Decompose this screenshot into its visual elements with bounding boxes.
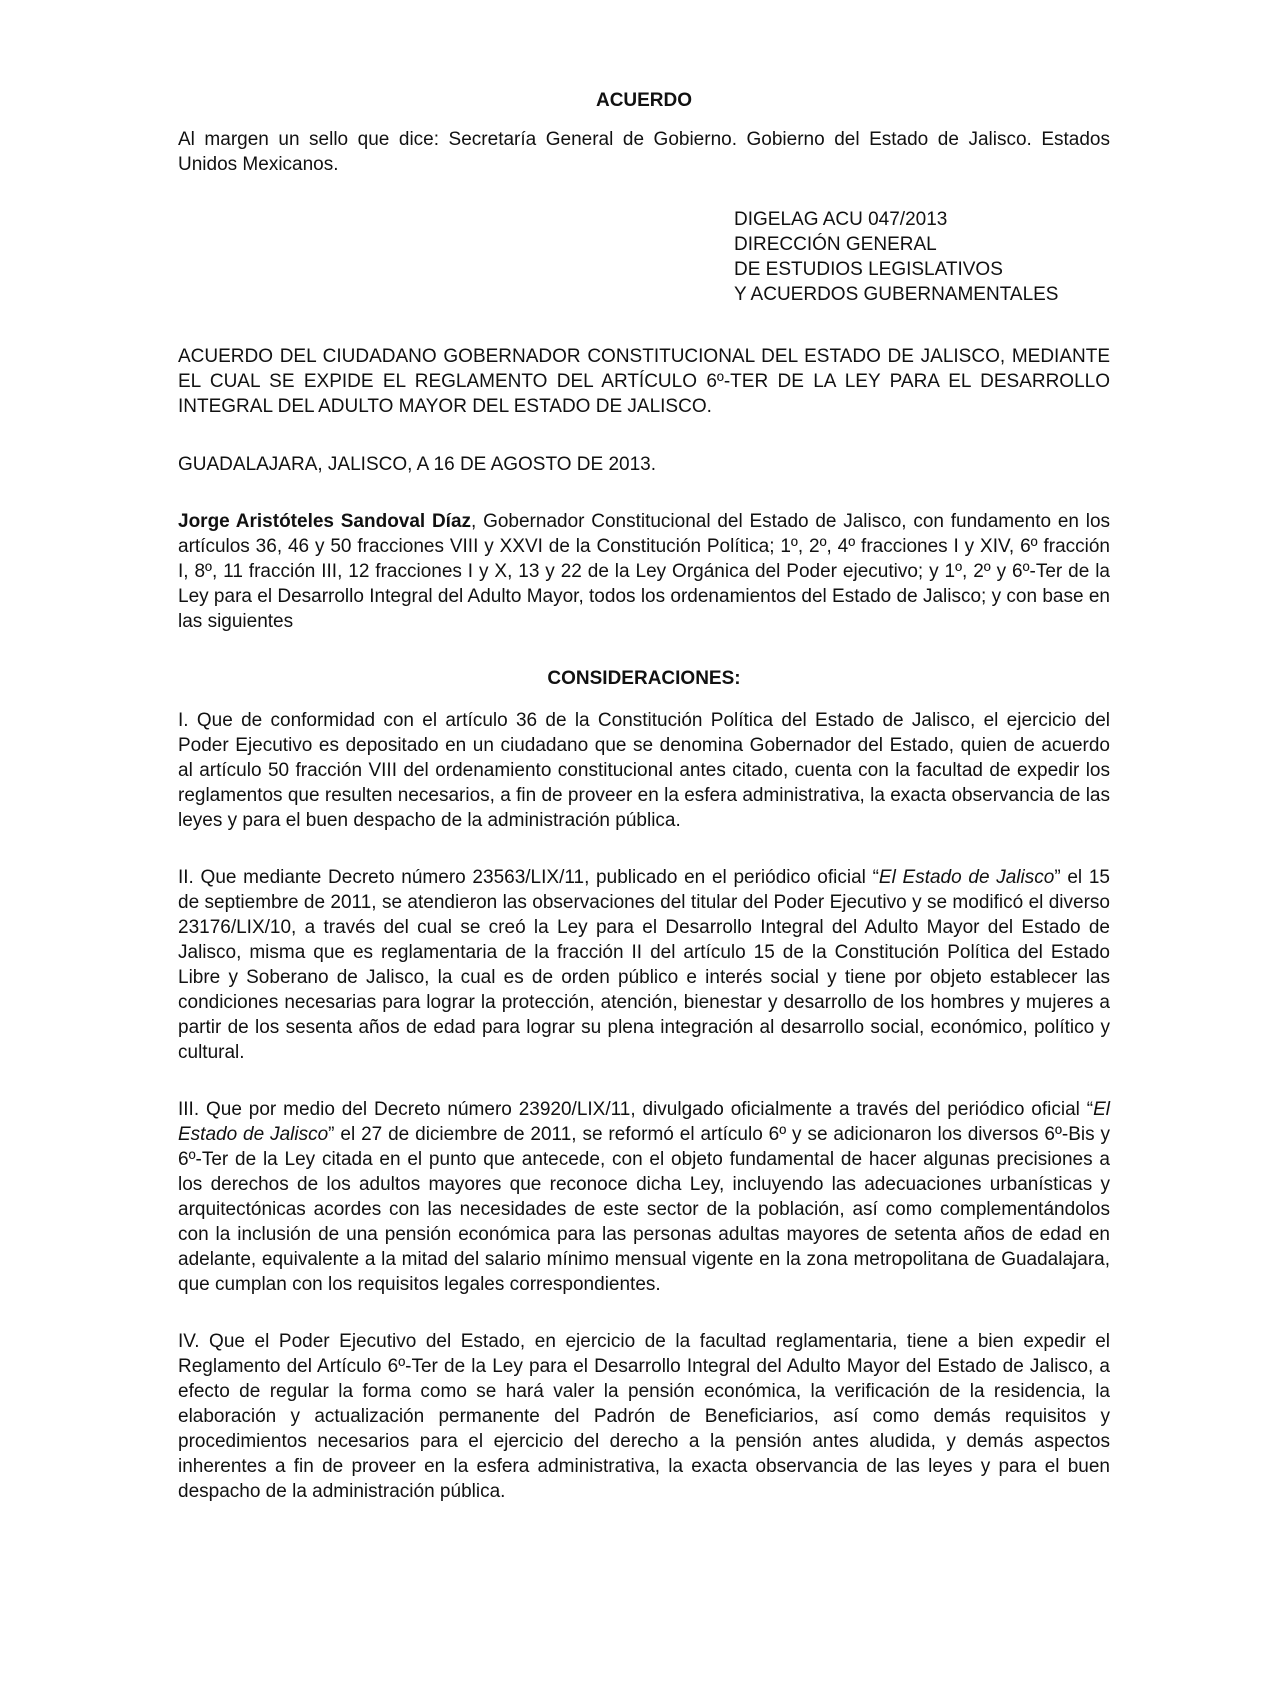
consideration-iii-text-start: III. Que por medio del Decreto número 23920/LIX/11, divulgado oficialmente a través del periódico oficial “ (178, 1099, 1094, 1120)
preamble-paragraph (178, 509, 1110, 634)
newspaper-name: El Estado de Jalisco (178, 1099, 1110, 1145)
preamble-text: , Gobernador Constitucional del Estado de Jalisco, con fundamento en los artículos 36, 46 y 50 fracciones VIII y XXVI de la Constitución Política; 1º, 2º, 4º fracciones I y XIV, 6º fracción I, 8º, 11 fracción III, 12 fracciones I y X, 13 y 22 de la Ley Orgánica del Poder ejecutivo; y 1º, 2º y 6º-Ter de la Ley para el Desarrollo Integral del Adulto Mayor, todos los ordenamientos del Estado de Jalisco; y con base en las siguientes (178, 511, 1111, 632)
governor-name: Jorge Aristóteles Sandoval Díaz (178, 511, 472, 532)
considerations-heading: CONSIDERACIONES: (547, 668, 741, 689)
consideration-i: I. Que de conformidad con el artículo 36 de la Constitución Política del Estado de Jalisco, el ejercicio del Poder Ejecutivo es depositado en un ciudadano que se denomina Gobernador del Estado, quien de acuerdo al artículo 50 fracción VIII del ordenamiento constitucional antes citado, cuenta con la facultad de expedir los reglamentos que resulten necesarios, a fin de proveer en la esfera administrativa, la exacta observancia de las leyes y para el buen despacho de la administración pública. (178, 710, 1110, 831)
consideration-iii-text-end: ” el 27 de diciembre de 2011, se reformó el artículo 6º y se adicionaron los diversos 6º-Bis y 6º-Ter de la Ley citada en el punto que antecede, con el objeto fundamental de hacer algunas precisiones a los derechos de los adultos mayores que reconoce dicha Ley, incluyendo las adecuaciones urbanísticas y arquitectónicas acordes con las necesidades de este sector de la población, así como complementándolos con la inclusión de una pensión económica para las personas adultas mayores de setenta años de edad en adelante, equivalente a la mitad del salario mínimo mensual vigente en la zona metropolitana de Guadalajara, que cumplan con los requisitos legales correspondientes. (178, 1124, 1110, 1295)
consideration-iv: IV. Que el Poder Ejecutivo del Estado, en ejercicio de la facultad reglamentaria, tiene a bien expedir el Reglamento del Artículo 6º-Ter de la Ley para el Desarrollo Integral del Adulto Mayor del Estado de Jalisco, a efecto de regular la forma como se hará valer la pensión económica, la verificación de la residencia, la elaboración y actualización permanente del Padrón de Beneficiarios, así como demás requisitos y procedimientos necesarios para el ejercicio del derecho a la pensión antes aludida, y demás aspectos inherentes a fin de proveer en la esfera administrativa, la exacta observancia de las leyes y para el buen despacho de la administración pública. (178, 1331, 1110, 1502)
consideration-ii-text-end: ” el 15 de septiembre de 2011, se atendieron las observaciones del titular del Poder Ejecutivo y se modificó el diverso 23176/LIX/10, a través del cual se creó la Ley para el Desarrollo Integral del Adulto Mayor del Estado de Jalisco, misma que es reglamentaria de la fracción II del artículo 15 de la Constitución Política del Estado Libre y Soberano de Jalisco, la cual es de orden público e interés social y tiene por objeto establecer las condiciones necesarias para lograr la protección, atención, bienestar y desarrollo de los hombres y mujeres a partir de los sesenta años de edad para lograr su plena integración al desarrollo social, económico, político y cultural. (178, 867, 1110, 1063)
document-title: ACUERDO (595, 90, 693, 111)
place-date: GUADALAJARA, JALISCO, A 16 DE AGOSTO DE 2013. (178, 454, 657, 475)
document-body (178, 88, 1110, 1536)
reference-block (734, 207, 1110, 307)
margin-seal-note: Al margen un sello que dice: Secretaría General de Gobierno. Gobierno del Estado de Jalisco. Estados Unidos Mexicanos. (178, 129, 1110, 175)
consideration-ii (178, 865, 1110, 1065)
reference-line-direction: DIRECCIÓN GENERAL (734, 234, 937, 255)
reference-line-studies: DE ESTUDIOS LEGISLATIVOS (734, 259, 1003, 280)
consideration-iii (178, 1097, 1110, 1297)
reference-line-agreements: Y ACUERDOS GUBERNAMENTALES (734, 284, 1059, 305)
newspaper-name: El Estado de Jalisco (878, 867, 1055, 888)
reference-code: DIGELAG ACU 047/2013 (734, 209, 948, 230)
agreement-title: ACUERDO DEL CIUDADANO GOBERNADOR CONSTITUCIONAL DEL ESTADO DE JALISCO, MEDIANTE EL CUAL SE EXPIDE EL REGLAMENTO DEL ARTÍCULO 6º-TER DE LA LEY PARA EL DESARROLLO INTEGRAL DEL ADULTO MAYOR DEL ESTADO DE JALISCO. (178, 346, 1110, 417)
consideration-ii-text-start: II. Que mediante Decreto número 23563/LIX/11, publicado en el periódico oficial “ (178, 867, 879, 888)
